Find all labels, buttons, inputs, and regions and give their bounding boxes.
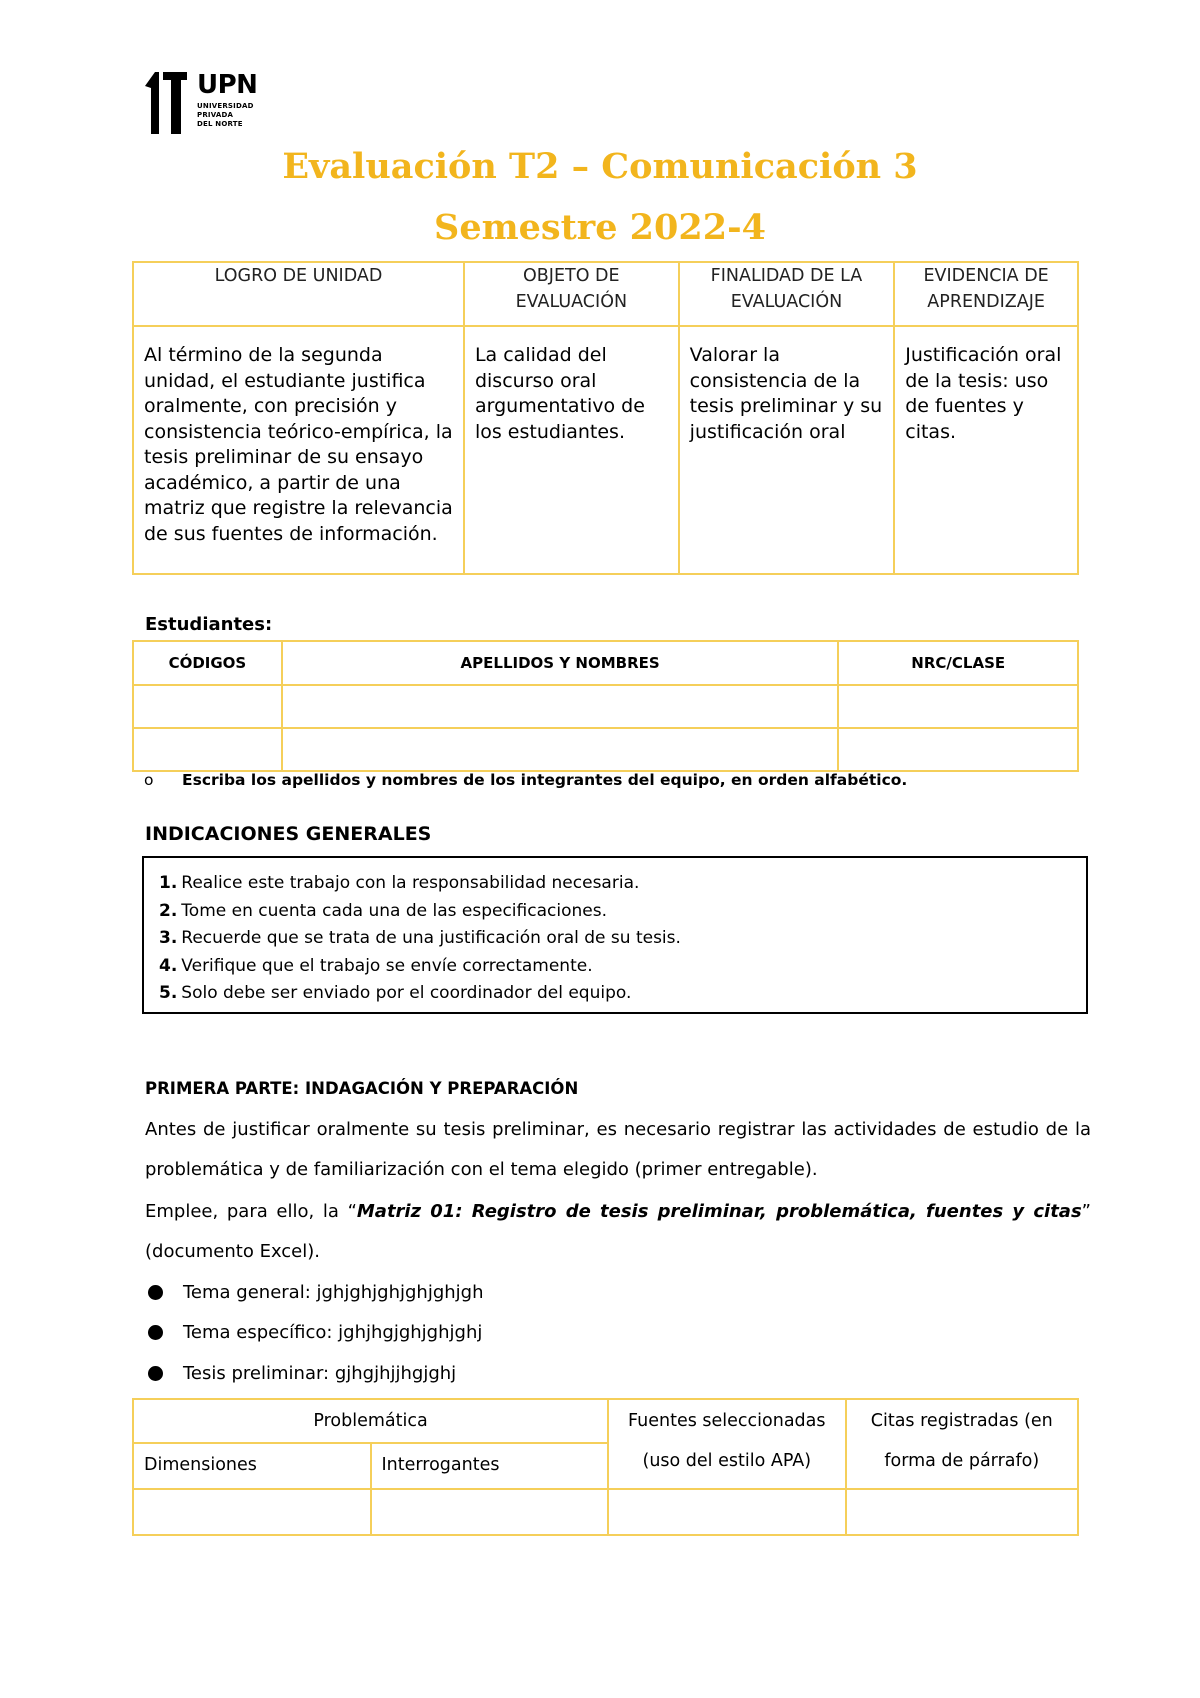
header-fuentes: Fuentes seleccionadas (uso del estilo APA)	[608, 1399, 846, 1489]
upn-logo	[145, 72, 277, 138]
note-bullet: o	[144, 771, 154, 789]
header-logro: LOGRO DE UNIDAD	[133, 262, 464, 326]
header-nrc-clase: NRC/CLASE	[838, 641, 1078, 685]
header-problematica: Problemática	[133, 1399, 608, 1443]
indicaciones-box	[142, 856, 1088, 1014]
paragraph-matriz: Emplee, para ello, la “Matriz 01: Registro de tesis preliminar, problemática, fuentes y citas” (documento Excel).	[145, 1201, 1091, 1262]
bullet-tema-general: Tema general: jghjghjghjghjghjgh	[145, 1282, 484, 1303]
students-label: Estudiantes:	[145, 614, 273, 635]
students-note	[144, 771, 907, 789]
citas-cell[interactable]	[846, 1489, 1078, 1535]
document-subtitle: Semestre 2022-4	[434, 207, 766, 248]
nombre-cell[interactable]	[282, 685, 839, 728]
bullet-dot-icon	[148, 1366, 163, 1381]
list-item: 1. Realice este trabajo con la responsabilidad necesaria.	[159, 873, 640, 893]
nrc-cell[interactable]	[838, 728, 1078, 771]
header-codigos: CÓDIGOS	[133, 641, 282, 685]
list-item: 3. Recuerde que se trata de una justificación oral de su tesis.	[159, 928, 681, 948]
nrc-cell[interactable]	[838, 685, 1078, 728]
cell-finalidad: Valorar la consistencia de la tesis preliminar y su justificación oral	[679, 326, 895, 574]
table-row	[133, 685, 1078, 728]
header-citas: Citas registradas (en forma de párrafo)	[846, 1399, 1078, 1489]
primera-parte-heading: PRIMERA PARTE: INDAGACIÓN Y PREPARACIÓN	[145, 1079, 579, 1098]
bullet-tesis-preliminar: Tesis preliminar: gjhgjhjjhgjghj	[145, 1363, 456, 1384]
logo-subtitle-1: UNIVERSIDAD	[197, 102, 254, 110]
bullet-tema-especifico: Tema específico: jghjhgjghjghjghj	[145, 1322, 482, 1343]
students-table	[132, 640, 1079, 772]
logo-brand-text: UPN	[197, 70, 258, 100]
header-interrogantes: Interrogantes	[371, 1443, 609, 1489]
header-dimensiones: Dimensiones	[133, 1443, 371, 1489]
logo-subtitle-3: DEL NORTE	[197, 120, 243, 128]
header-finalidad: FINALIDAD DE LA EVALUACIÓN	[679, 262, 895, 326]
interrogantes-cell[interactable]	[371, 1489, 609, 1535]
matriz-name: Matriz 01: Registro de tesis preliminar, problemática, fuentes y citas	[356, 1201, 1082, 1222]
paragraph-intro: Antes de justificar oralmente su tesis preliminar, es necesario registrar las actividades de estudio de la problemática y de familiarización con el tema elegido (primer entregable).	[145, 1119, 1091, 1180]
header-objeto: OBJETO DE EVALUACIÓN	[464, 262, 679, 326]
cell-objeto: La calidad del discurso oral argumentativo de los estudiantes.	[464, 326, 679, 574]
indicaciones-heading: INDICACIONES GENERALES	[145, 823, 432, 845]
list-item: 4. Verifique que el trabajo se envíe correctamente.	[159, 955, 593, 976]
header-evidencia: EVIDENCIA DE APRENDIZAJE	[894, 262, 1078, 326]
document-title: Evaluación T2 – Comunicación 3	[282, 146, 918, 187]
unit-objectives-table	[132, 261, 1079, 575]
list-item: 2. Tome en cuenta cada una de las especificaciones.	[159, 900, 607, 921]
table-row	[133, 728, 1078, 771]
dimensiones-cell[interactable]	[133, 1489, 371, 1535]
table-row	[133, 1489, 1078, 1535]
list-item: 5. Solo debe ser enviado por el coordinador del equipo.	[159, 983, 632, 1003]
header-apellidos-nombres: APELLIDOS Y NOMBRES	[282, 641, 839, 685]
nombre-cell[interactable]	[282, 728, 839, 771]
codigo-cell[interactable]	[133, 728, 282, 771]
upn-arrow-logo-icon	[145, 72, 191, 134]
cell-evidencia: Justificación oral de la tesis: uso de fuentes y citas.	[894, 326, 1078, 574]
logo-subtitle-2: PRIVADA	[197, 111, 234, 119]
bullet-dot-icon	[148, 1285, 163, 1300]
fuentes-cell[interactable]	[608, 1489, 846, 1535]
bullet-dot-icon	[148, 1325, 163, 1340]
matrix-table	[132, 1398, 1079, 1536]
codigo-cell[interactable]	[133, 685, 282, 728]
cell-logro: Al término de la segunda unidad, el estudiante justifica oralmente, con precisión y consistencia teórico-empírica, la tesis preliminar de su ensayo académico, a partir de una matriz que registre la relevancia de sus fuentes de información.	[133, 326, 464, 574]
note-text: Escriba los apellidos y nombres de los integrantes del equipo, en orden alfabético.	[182, 771, 908, 789]
